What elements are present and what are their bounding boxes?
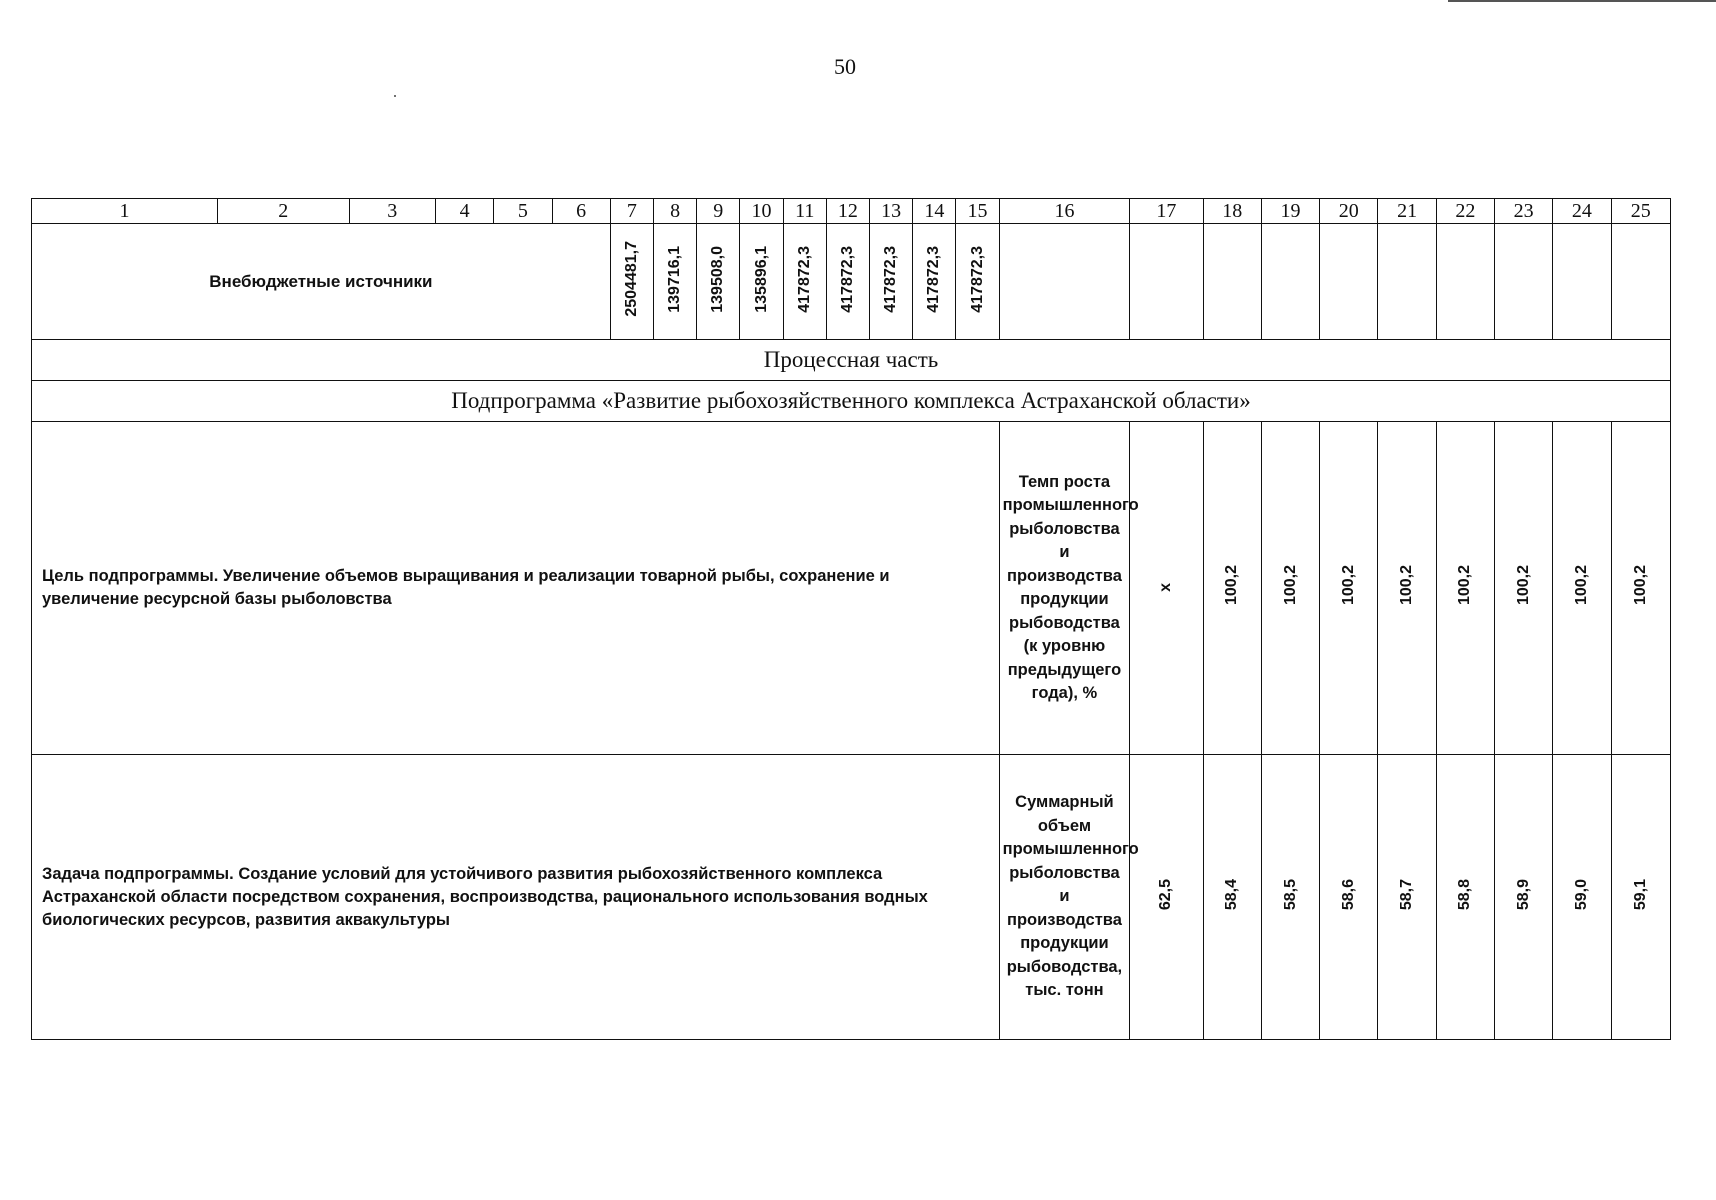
task-value-cell — [1553, 755, 1611, 1040]
funding-value: 417872,3 — [838, 245, 856, 313]
empty-cell — [1261, 224, 1319, 340]
funding-value: 417872,3 — [925, 245, 943, 313]
col-number: 16 — [999, 199, 1130, 224]
goal-value-cell — [1611, 422, 1670, 755]
col-number: 15 — [956, 199, 999, 224]
col-number: 18 — [1203, 199, 1261, 224]
col-number: 9 — [697, 199, 740, 224]
task-value: 58,5 — [1281, 878, 1299, 911]
funding-value-cell — [826, 224, 869, 340]
task-base-value-cell — [1130, 755, 1203, 1040]
task-value-cell — [1320, 755, 1378, 1040]
goal-value: 100,2 — [1339, 565, 1357, 606]
task-value: 58,6 — [1339, 878, 1357, 911]
task-value: 59,0 — [1572, 878, 1590, 911]
funding-value-cell — [783, 224, 826, 340]
subprogram-title: Подпрограмма «Развитие рыбохозяйственного комплекса Астраханской области» — [32, 381, 1671, 422]
task-indicator: Суммарный объем промышленного рыболовства и производства продукции рыбоводства, тыс. тонн — [999, 755, 1130, 1040]
col-number: 13 — [870, 199, 913, 224]
col-number: 14 — [913, 199, 956, 224]
task-value-cell — [1495, 755, 1553, 1040]
funding-value: 417872,3 — [882, 245, 900, 313]
funding-value: 417872,3 — [795, 245, 813, 313]
goal-base-value: x — [1157, 583, 1175, 592]
scan-dot — [394, 95, 396, 97]
task-text: Задача подпрограммы. Создание условий для устойчивого развития рыбохозяйственного комплекса Астраханской области посредством сохранения, воспроизводства, рационального использования водных биологических ресурсов, развития аквакультуры — [32, 755, 1000, 1040]
col-number: 25 — [1611, 199, 1670, 224]
col-number: 12 — [826, 199, 869, 224]
col-number: 10 — [740, 199, 783, 224]
col-number: 7 — [610, 199, 653, 224]
empty-cell — [1553, 224, 1611, 340]
col-number: 1 — [32, 199, 218, 224]
task-value: 58,8 — [1456, 878, 1474, 911]
col-number: 2 — [217, 199, 349, 224]
goal-value: 100,2 — [1456, 565, 1474, 606]
funding-value-cell — [654, 224, 697, 340]
task-value: 58,4 — [1223, 878, 1241, 911]
goal-value: 100,2 — [1223, 565, 1241, 606]
funding-value-cell — [610, 224, 653, 340]
extrabudgetary-funding-row — [32, 224, 1671, 340]
col-number: 6 — [552, 199, 610, 224]
funding-value-cell — [740, 224, 783, 340]
goal-value-cell — [1378, 422, 1436, 755]
goal-value: 100,2 — [1281, 565, 1299, 606]
goal-value-cell — [1261, 422, 1319, 755]
funding-value-cell — [913, 224, 956, 340]
empty-cell — [1203, 224, 1261, 340]
funding-value-cell — [870, 224, 913, 340]
empty-cell — [1130, 224, 1203, 340]
col-number: 21 — [1378, 199, 1436, 224]
funding-value-cell — [697, 224, 740, 340]
col-number: 23 — [1495, 199, 1553, 224]
col-number: 24 — [1553, 199, 1611, 224]
col-number: 4 — [435, 199, 493, 224]
funding-value-cell — [956, 224, 999, 340]
task-base-value: 62,5 — [1157, 878, 1175, 911]
col-number: 11 — [783, 199, 826, 224]
funding-value: 2504481,7 — [622, 241, 640, 317]
goal-value-cell — [1436, 422, 1494, 755]
process-section-row — [32, 340, 1671, 381]
task-value-cell — [1203, 755, 1261, 1040]
empty-cell — [1320, 224, 1378, 340]
column-number-row — [32, 199, 1671, 224]
goal-value-cell — [1320, 422, 1378, 755]
goal-row — [32, 422, 1671, 755]
process-section-title: Процессная часть — [32, 340, 1671, 381]
task-value-cell — [1611, 755, 1670, 1040]
empty-cell — [1611, 224, 1670, 340]
goal-base-value-cell — [1130, 422, 1203, 755]
empty-cell — [1378, 224, 1436, 340]
page-number: 50 — [834, 54, 856, 79]
task-value-cell — [1436, 755, 1494, 1040]
goal-value-cell — [1495, 422, 1553, 755]
goal-indicator: Темп роста промышленного рыболовства и производства продукции рыбоводства (к уровню предыдущего года), % — [999, 422, 1130, 755]
empty-cell — [1436, 224, 1494, 340]
goal-value-cell — [1203, 422, 1261, 755]
col-number: 8 — [654, 199, 697, 224]
funding-value: 139716,1 — [666, 245, 684, 313]
task-value: 58,7 — [1398, 878, 1416, 911]
col-number: 22 — [1436, 199, 1494, 224]
empty-cell — [999, 224, 1130, 340]
goal-value: 100,2 — [1398, 565, 1416, 606]
program-indicators-table — [31, 198, 1671, 1040]
task-value: 59,1 — [1631, 878, 1649, 911]
col-number: 17 — [1130, 199, 1203, 224]
top-edge-rule — [1448, 0, 1716, 2]
goal-value: 100,2 — [1514, 565, 1532, 606]
goal-value: 100,2 — [1572, 565, 1590, 606]
col-number: 19 — [1261, 199, 1319, 224]
goal-value: 100,2 — [1631, 565, 1649, 606]
funding-value: 139508,0 — [709, 245, 727, 313]
goal-value-cell — [1553, 422, 1611, 755]
subprogram-row — [32, 381, 1671, 422]
col-number: 5 — [494, 199, 552, 224]
funding-source-label: Внебюджетные источники — [32, 224, 611, 340]
funding-value: 135896,1 — [752, 245, 770, 313]
goal-text: Цель подпрограммы. Увеличение объемов выращивания и реализации товарной рыбы, сохранение и увеличение ресурсной базы рыболовства — [32, 422, 1000, 755]
funding-value: 417872,3 — [968, 245, 986, 313]
task-row — [32, 755, 1671, 1040]
task-value-cell — [1378, 755, 1436, 1040]
col-number: 20 — [1320, 199, 1378, 224]
task-value-cell — [1261, 755, 1319, 1040]
col-number: 3 — [349, 199, 435, 224]
task-value: 58,9 — [1514, 878, 1532, 911]
empty-cell — [1495, 224, 1553, 340]
